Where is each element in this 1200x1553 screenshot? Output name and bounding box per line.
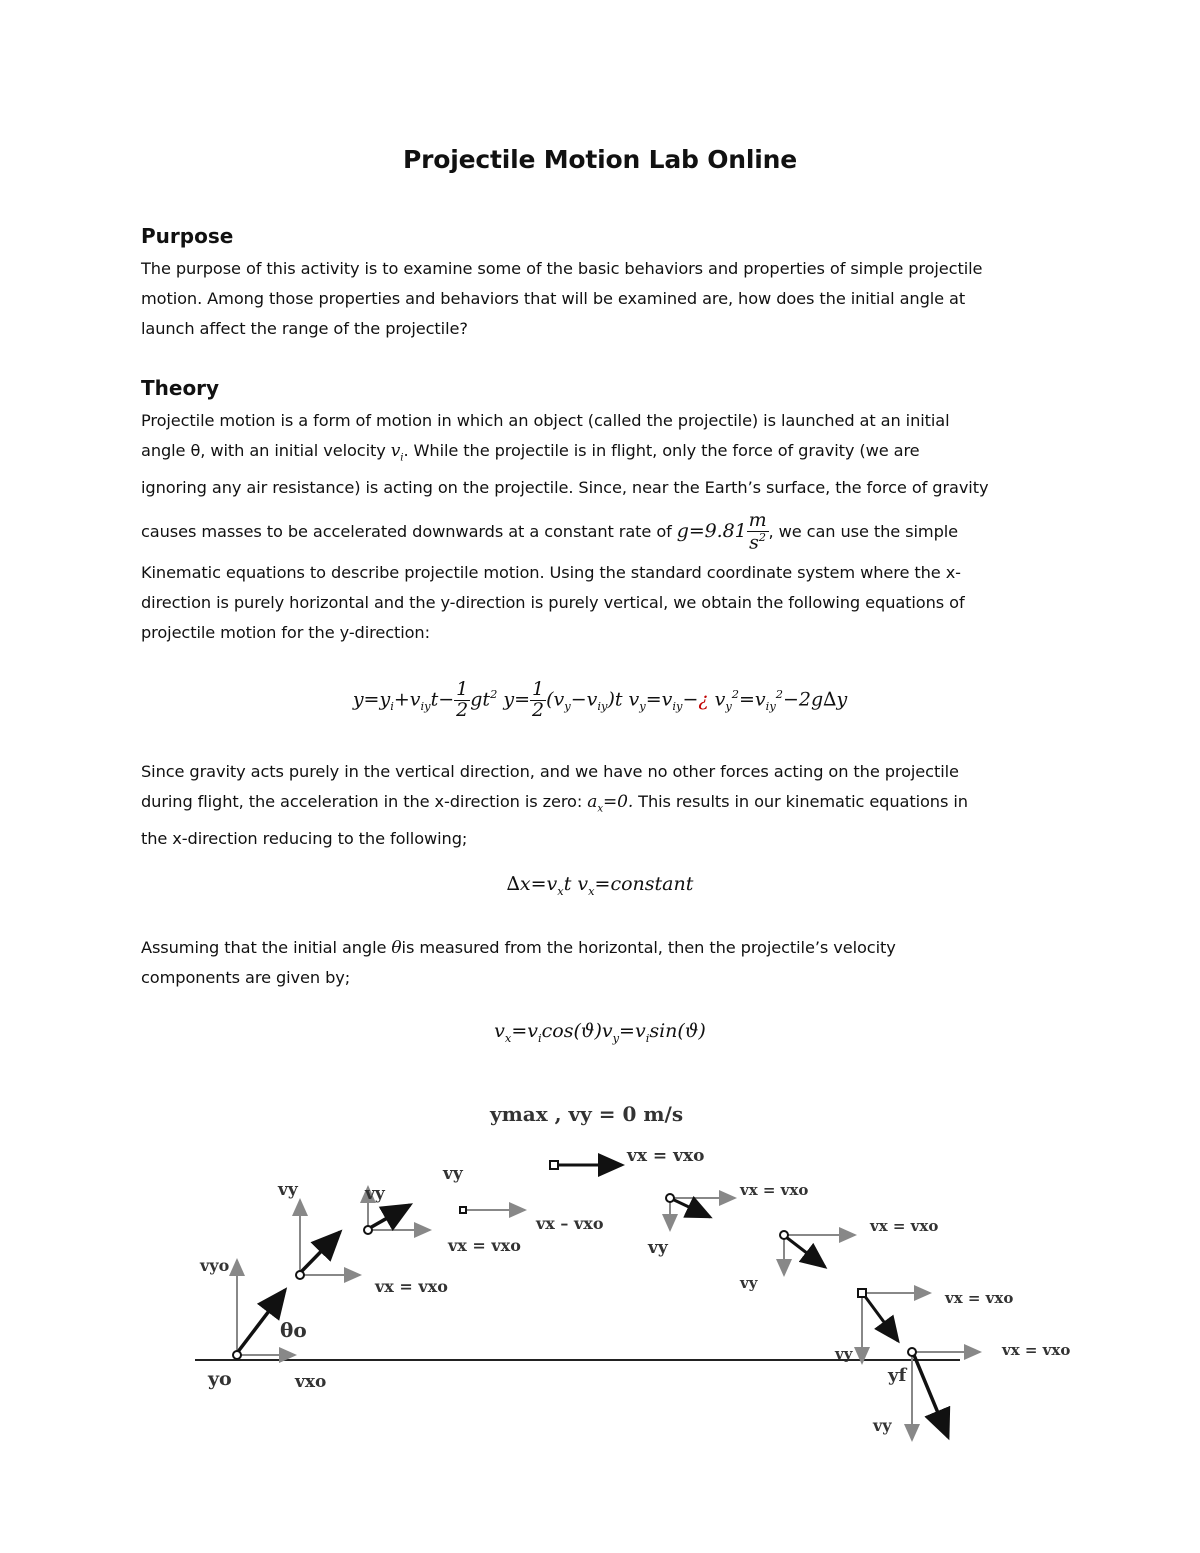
vx-label: vx = vxo [627,1146,705,1166]
purpose-line: The purpose of this activity is to examine some of the basic behaviors and properties of simple projectile [141,259,983,278]
para-text: This results in our kinematic equations in [633,792,968,811]
vx-label: vx – vxo [536,1214,604,1233]
apex-point [550,1161,622,1169]
vy-label: vy [835,1345,853,1363]
vx-label: vx = vxo [870,1217,939,1235]
theory-heading: Theory [141,376,220,400]
ax-zero-equation: $a_x=0$. [587,792,634,815]
page-title: Projectile Motion Lab Online [403,145,797,174]
para-text: during flight, the acceleration in the x-direction is zero: [141,792,588,811]
para-line [141,787,1061,824]
purpose-paragraph [141,254,1061,344]
velocity-components-equation: $v_x=v_i\cos(ϑ)v_y=v_i\sin(ϑ)$ [494,1020,706,1045]
purpose-heading: Purpose [141,224,234,248]
vy-label: vy [278,1180,298,1200]
para-line [141,933,1061,963]
theory-line: Kinematic equations to describe projectile motion. Using the standard coordinate system where the x- [141,562,961,582]
vyo-label: vyo [200,1256,230,1275]
theory-line: projectile motion for the y-direction: [141,622,430,642]
purpose-line: launch affect the range of the projectile? [141,319,468,338]
landing-point [908,1348,980,1440]
vy-label: vy [740,1274,758,1292]
vy-label: vy [873,1416,892,1435]
theory-line [141,436,1061,473]
components-paragraph [141,933,1061,993]
theory-text: angle θ, with an initial velocity [141,441,391,460]
vy-label: vy [648,1238,668,1258]
vx-label: vx = vxo [448,1236,521,1255]
initial-velocity-symbol: $v_i$ [390,441,404,464]
vxo-label: vxo [295,1372,327,1392]
yo-label: yo [208,1368,232,1390]
vx-label: vx = vxo [1002,1341,1071,1359]
para-text: Assuming that the initial angle [141,938,392,957]
theory-text: , we can use the simple [768,522,959,542]
para-line: Since gravity acts purely in the vertical direction, and we have no other forces acting on the projectile [141,762,959,781]
theory-line: ignoring any air resistance) is acting on the projectile. Since, near the Earth’s surface, the force of gravity [141,478,989,498]
theory-text: causes masses to be accelerated downwards at a constant rate of [141,522,677,542]
vx-label: vx = vxo [375,1277,448,1296]
launch-point [233,1260,295,1359]
vx-label: vx = vxo [945,1289,1014,1307]
purpose-line: motion. Among those properties and behaviors that will be examined are, how does the initial angle at [141,289,966,308]
y-direction-equations: $y=y_i+v_{iy}t-$ $\frac{1}{2}$ $gt^2$ y= $\frac{1}{2}$ $(v_y-v_{iy})t$ $v_y=v_{iy}-¿$ $v_y^2=v_{iy}^2-2g\Delta y$ [352,678,848,721]
para-line: components are given by; [141,968,351,987]
theory-text: . While the projectile is in flight, only the force of gravity (we are [403,441,920,460]
x-direction-equations: $\Delta x=v_xt$ $v_x=constant$ [506,873,694,898]
theory-paragraph [141,406,1061,648]
trajectory-point [666,1194,735,1230]
para-text: is measured from the horizontal, then the projectile’s velocity [401,938,896,957]
apex-label: ymax , vy = 0 m/s [490,1102,684,1126]
vy-label: vy [443,1164,463,1184]
theory-line: direction is purely horizontal and the y-direction is purely vertical, we obtain the following equations of [141,592,965,612]
theta-label: θo [280,1318,307,1342]
trajectory-point [780,1231,855,1275]
theta-symbol: θ [391,938,402,958]
yf-label: yf [888,1365,907,1386]
theory-line [141,511,1061,553]
theory-line: Projectile motion is a form of motion in which an object (called the projectile) is launched at an initial [141,411,950,430]
acceleration-paragraph [141,757,1061,854]
para-line: the x-direction reducing to the following; [141,829,468,849]
trajectory-point [452,1166,622,1215]
projectile-trajectory-diagram [190,1095,1080,1455]
vx-label: vx = vxo [740,1181,809,1199]
vy-label: vy [365,1184,385,1204]
gravity-equation: g=9.81 $\frac{m}{s^2}$ [676,509,767,554]
trajectory-point [296,1200,360,1279]
